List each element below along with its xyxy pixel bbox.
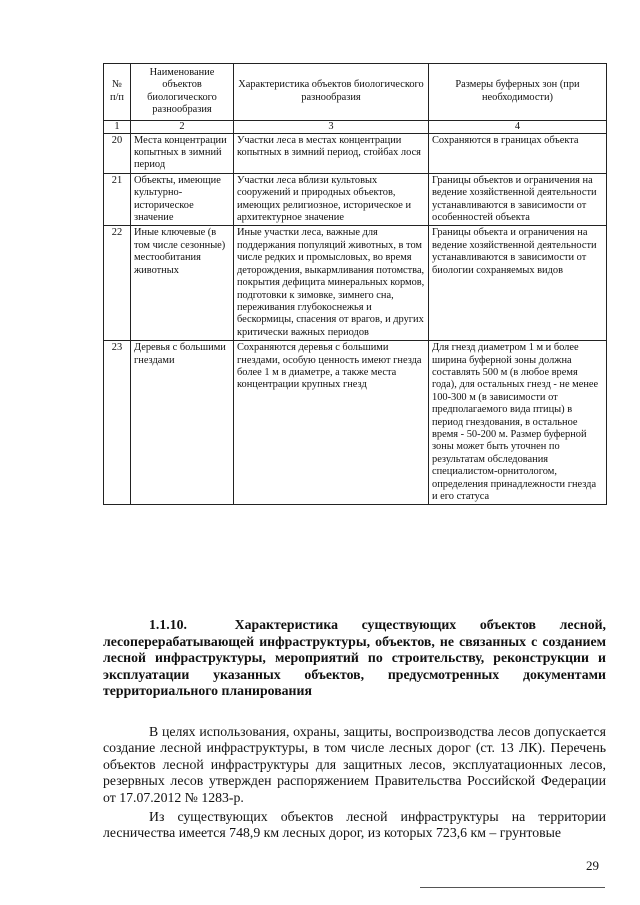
row-characteristic: Участки леса в местах концентрации копытных в зимний период, стойбах лося: [234, 133, 429, 173]
column-number: 3: [234, 120, 429, 133]
section-title: Характеристика существующих объектов лесной, лесоперерабатывающей инфраструктуры, объектов, не связанных с созданием лесной инфраструктуры, мероприятий по строительству, реконструкции и эксплуатации указанных объектов, предусмотренных документами территориального планирования: [103, 617, 606, 699]
body-paragraph: Из существующих объектов лесной инфраструктуры на территории лесничества имеется 748,9 км лесных дорог, из которых 723,6 км – грунтовые: [103, 808, 606, 841]
header-name: Наименование объектов биологического разнообразия: [131, 64, 234, 121]
row-number: 23: [104, 341, 131, 505]
table-row: [104, 226, 607, 341]
row-buffer: Для гнезд диаметром 1 м и более ширина буферной зоны должна составлять 500 м (в любое время года), для остальных гнезд - не менее 100-300 м (в зависимости от предполагаемого вида птицы) в период гнездования, в остальное время - 50-200 м. Размер буферной зоны может быть уточнен по результатам обследования специалистом-орнитологом, определения принадлежности гнезда и его статуса: [429, 341, 607, 505]
row-number: 20: [104, 133, 131, 173]
table-row: [104, 133, 607, 173]
row-characteristic: Иные участки леса, важные для поддержания популяций животных, в том числе редких и промысловых, во время деторождения, выкармливания потомства, покрытия дефицита минеральных кормов, подготовки к зимовке, зимнего сна, переживания глубокоснежья и бескормицы, спасения от врагов, и других критически важных периодов: [234, 226, 429, 341]
footer-rule: [420, 887, 605, 888]
row-buffer: Границы объектов и ограничения на ведение хозяйственной деятельности устанавливаются в зависимости от особенностей объекта: [429, 173, 607, 226]
row-buffer: Границы объекта и ограничения на ведение хозяйственной деятельности устанавливаются в зависимости от биологии сохраняемых видов: [429, 226, 607, 341]
row-name: Места концентрации копытных в зимний период: [131, 133, 234, 173]
table-row: [104, 173, 607, 226]
table-header-row: [104, 64, 607, 121]
column-number: 1: [104, 120, 131, 133]
body-paragraph: В целях использования, охраны, защиты, воспроизводства лесов допускается создание лесной инфраструктуры, в том числе лесных дорог (ст. 13 ЛК). Перечень объектов лесной инфраструктуры для защитных лесов, эксплуатационных лесов, резервных лесов утвержден распоряжением Правительства Российской Федерации от 17.07.2012 № 1283-р.: [103, 723, 606, 805]
column-number: 2: [131, 120, 234, 133]
section-heading: [103, 617, 606, 700]
row-name: Иные ключевые (в том числе сезонные) местообитания животных: [131, 226, 234, 341]
row-name: Объекты, имеющие культурно-историческое значение: [131, 173, 234, 226]
row-buffer: Сохраняются в границах объекта: [429, 133, 607, 173]
row-characteristic: Сохраняются деревья с большими гнездами, особую ценность имеют гнезда более 1 м в диаметре, а также места концентрации крупных гнезд: [234, 341, 429, 505]
row-name: Деревья с большими гнездами: [131, 341, 234, 505]
row-characteristic: Участки леса вблизи культовых сооружений и природных объектов, имеющих религиозное, историческое и архитектурное значение: [234, 173, 429, 226]
header-characteristic: Характеристика объектов биологического разнообразия: [234, 64, 429, 121]
table-row: [104, 341, 607, 505]
section-number: 1.1.10.: [149, 617, 187, 632]
page-number: 29: [586, 858, 599, 873]
header-number: № п/п: [104, 64, 131, 121]
biodiversity-table: [103, 63, 607, 505]
column-number: 4: [429, 120, 607, 133]
column-number-row: [104, 120, 607, 133]
header-buffer: Размеры буферных зон (при необходимости): [429, 64, 607, 121]
row-number: 22: [104, 226, 131, 341]
row-number: 21: [104, 173, 131, 226]
